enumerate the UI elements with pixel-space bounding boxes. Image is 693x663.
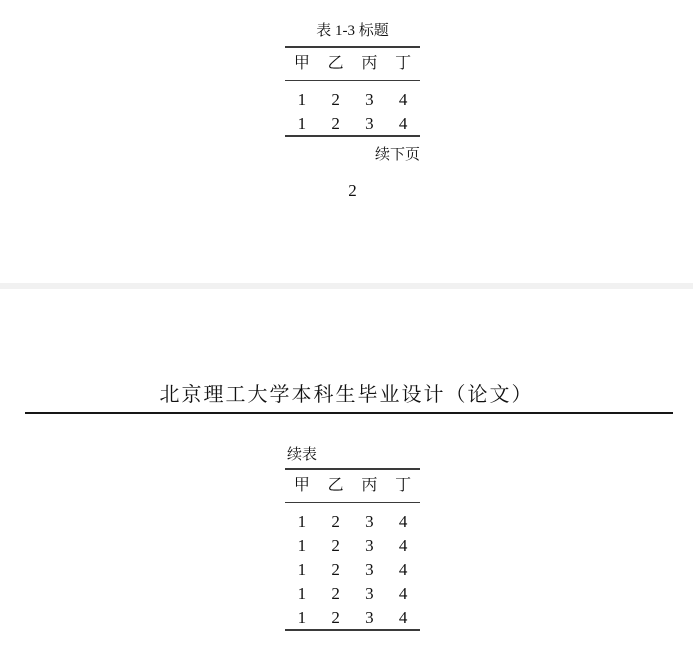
table-cell: 3 [365,607,374,627]
table-cell: 4 [398,113,408,133]
table-cell: 1 [297,113,307,133]
table-cell: 4 [398,559,408,579]
page-break-separator [0,283,693,289]
table-body [285,503,420,629]
table-caption: 表 1-3 标题 [316,23,389,39]
table-cell: 2 [331,607,340,627]
table-cell: 2 [331,511,340,531]
continued-table-label: 续表 [287,447,318,463]
table-cell: 4 [398,511,408,531]
column-header: 丙 [361,477,378,494]
table-body [285,81,420,135]
table-cell: 1 [297,559,307,579]
table-bottom-rule [285,629,420,631]
table-row [285,605,420,629]
running-header: 北京理工大学本科生毕业设计（论文） [159,384,534,406]
table-cell: 2 [331,559,340,579]
column-header: 甲 [293,477,310,494]
table-cell: 2 [331,583,340,603]
table-row [285,557,420,581]
table-bottom-rule [285,135,420,137]
table-cell: 3 [365,583,374,603]
table-cell: 1 [297,583,307,603]
table-1-3 [285,46,420,137]
table-header-row [285,48,420,80]
table-cell: 2 [331,113,340,133]
table-cell: 2 [331,535,340,555]
table-cell: 3 [365,559,374,579]
column-header: 乙 [327,477,344,494]
continued-next-page-note: 续下页 [374,147,420,163]
table-row [285,87,420,111]
table-cell: 4 [398,89,408,109]
table-cell: 3 [365,113,374,133]
column-header: 丙 [361,55,378,72]
table-row [285,509,420,533]
column-header: 丁 [395,477,412,494]
table-cell: 3 [365,89,374,109]
running-header-rule [25,412,673,414]
table-cell: 3 [365,511,374,531]
column-header: 甲 [293,55,310,72]
table-row [285,111,420,135]
table-cell: 4 [398,583,408,603]
table-header-row [285,470,420,502]
table-cell: 2 [331,89,340,109]
table-cell: 1 [297,607,307,627]
table-row [285,533,420,557]
column-header: 丁 [395,55,412,72]
table-cell: 1 [297,89,307,109]
table-cell: 1 [297,535,307,555]
table-row [285,581,420,605]
table-cell: 3 [365,535,374,555]
page-number: 2 [348,181,357,200]
table-cell: 1 [297,511,307,531]
column-header: 乙 [327,55,344,72]
table-cell: 4 [398,607,408,627]
continued-table [285,468,420,631]
table-cell: 4 [398,535,408,555]
